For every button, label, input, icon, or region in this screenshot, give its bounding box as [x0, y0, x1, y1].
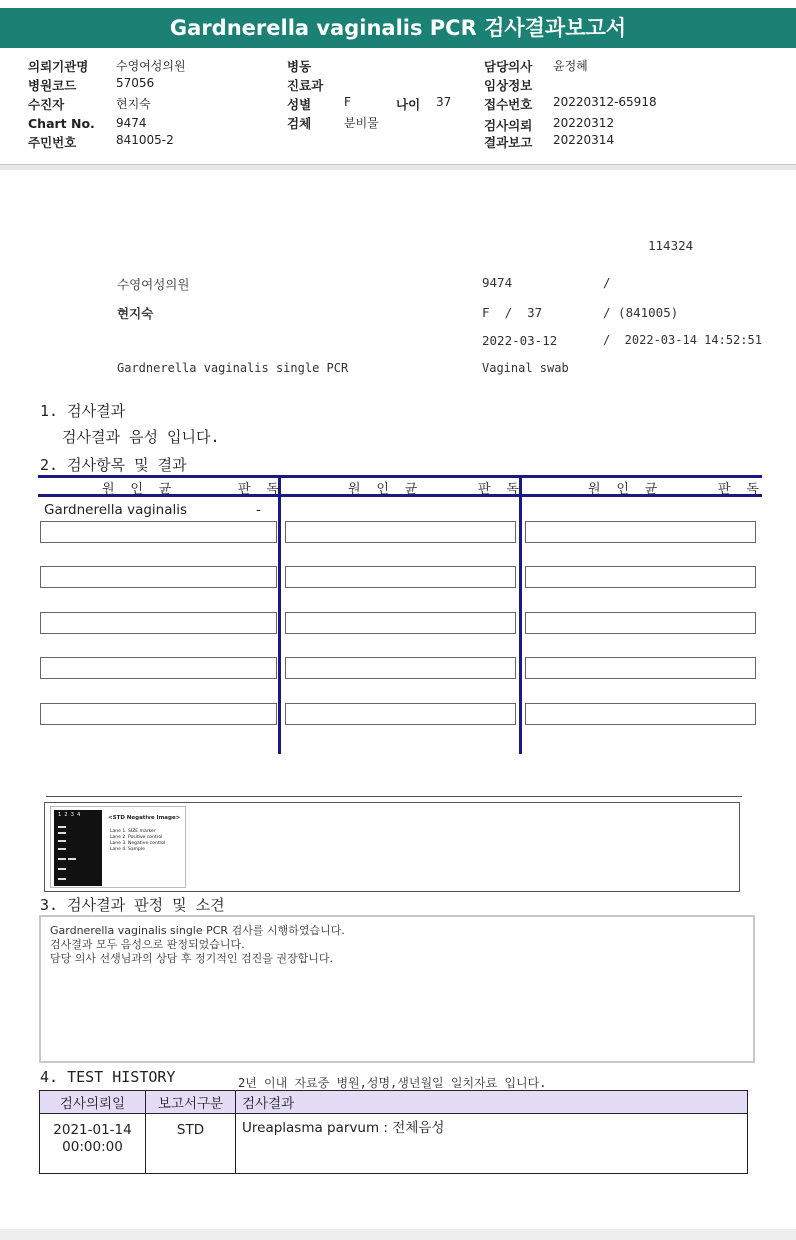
gel-band: [58, 868, 66, 870]
label-age: 나이: [396, 97, 421, 112]
gel-band: [58, 832, 66, 834]
value-report-date: 20220314: [553, 133, 615, 147]
opinion-box: [39, 915, 755, 1063]
history-date-cell: [40, 1114, 146, 1174]
value-specimen: 분비물: [344, 116, 379, 130]
info-date-request: 2022-03-12: [482, 333, 558, 348]
value-doctor: 윤정혜: [553, 59, 588, 73]
section1-title: 1. 검사결과: [40, 402, 126, 420]
label-patient: 수진자: [28, 97, 65, 112]
info-birth: / (841005): [603, 305, 679, 320]
label-specimen: 검체: [287, 116, 312, 131]
history-result: Ureaplasma parvum : 전체음성: [236, 1114, 748, 1174]
gel-top-rule: [46, 796, 742, 797]
col-header-organism-1: 원 인 균: [102, 482, 176, 497]
gel-title: <STD Negative Image>: [108, 815, 181, 821]
label-hospital-code: 병원코드: [28, 78, 77, 93]
info-sex-age: F / 37: [482, 305, 543, 320]
label-ward: 병동: [287, 59, 312, 74]
history-type: STD: [146, 1114, 236, 1174]
history-table: [39, 1090, 748, 1174]
label-receipt-no: 접수번호: [484, 97, 533, 112]
value-hospital-code: 57056: [116, 76, 155, 90]
section1-result: 검사결과 음성 입니다.: [62, 428, 220, 446]
value-receipt-no: 20220312-65918: [553, 95, 657, 109]
label-chart-no: Chart No.: [28, 116, 95, 131]
label-resident-no: 주민번호: [28, 135, 77, 150]
history-header-row: [40, 1091, 748, 1114]
result-cell: [525, 612, 756, 634]
value-age: 37: [436, 95, 452, 109]
label-clinical-info: 임상정보: [484, 78, 533, 93]
col-header-organism-3: 원 인 균: [588, 482, 662, 497]
gel-lane-numbers: 1 2 3 4: [58, 812, 81, 818]
table-row: [40, 1114, 748, 1174]
table-divider-2: [519, 478, 522, 754]
gel-band: [58, 858, 66, 860]
result-cell: [525, 657, 756, 679]
gel-lane-4: Lane 4. Sample: [110, 847, 145, 852]
info-test-name: Gardnerella vaginalis single PCR: [117, 361, 349, 375]
label-department: 진료과: [287, 78, 324, 93]
col-header-reading-1: 판 독: [238, 482, 283, 497]
history-col-type: 보고서구분: [146, 1091, 236, 1114]
info-chart: 9474: [482, 275, 513, 290]
gel-band: [68, 858, 76, 860]
label-report-date: 결과보고: [484, 135, 533, 150]
col-header-organism-2: 원 인 균: [348, 482, 422, 497]
info-hospital: 수영여성의원: [117, 277, 190, 292]
value-chart-no: 9474: [116, 116, 147, 130]
result-cell: [525, 566, 756, 588]
info-slash: /: [603, 275, 611, 290]
opinion-line-2: 검사결과 모두 음성으로 판정되었습니다.: [50, 938, 245, 951]
info-patient: 현지숙: [117, 306, 154, 321]
opinion-line-3: 담당 의사 선생님과의 상담 후 정기적인 검진을 권장합니다.: [50, 952, 333, 965]
result-cell: [285, 566, 516, 588]
value-patient: 현지숙: [116, 97, 151, 111]
history-note: 2년 이내 자료중 병원,성명,생년월일 일치자료 입니다.: [238, 1076, 547, 1090]
opinion-line-1: Gardnerella vaginalis single PCR 검사를 시행하였습니다.: [50, 924, 345, 937]
history-col-result: 검사결과: [236, 1091, 748, 1114]
info-code: 114324: [648, 238, 694, 253]
report-title: Gardnerella vaginalis PCR 검사결과보고서: [0, 8, 796, 48]
info-specimen: Vaginal swab: [482, 361, 569, 375]
section3-title: 3. 검사결과 판정 및 소견: [40, 896, 225, 914]
header-divider: [0, 164, 796, 170]
result-cell: [40, 612, 277, 634]
result-cell: [285, 703, 516, 725]
result-cell: [525, 703, 756, 725]
gel-lane-3: Lane 3. Negative control: [110, 841, 166, 846]
label-sex: 성별: [287, 97, 312, 112]
gel-lane-2: Lane 2. Positive control: [110, 835, 163, 840]
section4-title: 4. TEST HISTORY: [40, 1068, 176, 1086]
value-sex: F: [344, 95, 351, 109]
label-doctor: 담당의사: [484, 59, 533, 74]
gel-band: [58, 878, 66, 880]
section2-title: 2. 검사항목 및 결과: [40, 456, 187, 474]
organism-name: Gardnerella vaginalis: [44, 502, 188, 518]
result-cell: [285, 657, 516, 679]
value-request-date: 20220312: [553, 116, 615, 130]
gel-image: [54, 810, 102, 886]
info-date-report: / 2022-03-14 14:52:51: [603, 333, 762, 347]
result-cell: [285, 612, 516, 634]
table-divider-1: [278, 478, 281, 754]
value-resident-no: 841005-2: [116, 133, 174, 147]
history-date: 2021-01-14: [53, 1122, 132, 1138]
gel-band: [58, 840, 66, 842]
result-cell: [40, 703, 277, 725]
result-cell: [40, 521, 277, 543]
label-request-date: 검사의뢰: [484, 118, 533, 133]
col-header-reading-2: 판 독: [478, 482, 523, 497]
result-cell: [40, 657, 277, 679]
result-cell: [525, 521, 756, 543]
page-bottom-band: [0, 1229, 796, 1240]
label-institution: 의뢰기관명: [28, 59, 89, 74]
result-cell: [285, 521, 516, 543]
gel-band: [58, 826, 66, 828]
gel-lane-1: Lane 1. SIZE marker: [110, 829, 156, 834]
history-col-date: 검사의뢰일: [40, 1091, 146, 1114]
col-header-reading-3: 판 독: [718, 482, 763, 497]
history-time: 00:00:00: [62, 1139, 123, 1155]
result-cell: [40, 566, 277, 588]
organism-result: -: [256, 502, 261, 518]
value-institution: 수영여성의원: [116, 59, 186, 73]
gel-band: [58, 848, 66, 850]
